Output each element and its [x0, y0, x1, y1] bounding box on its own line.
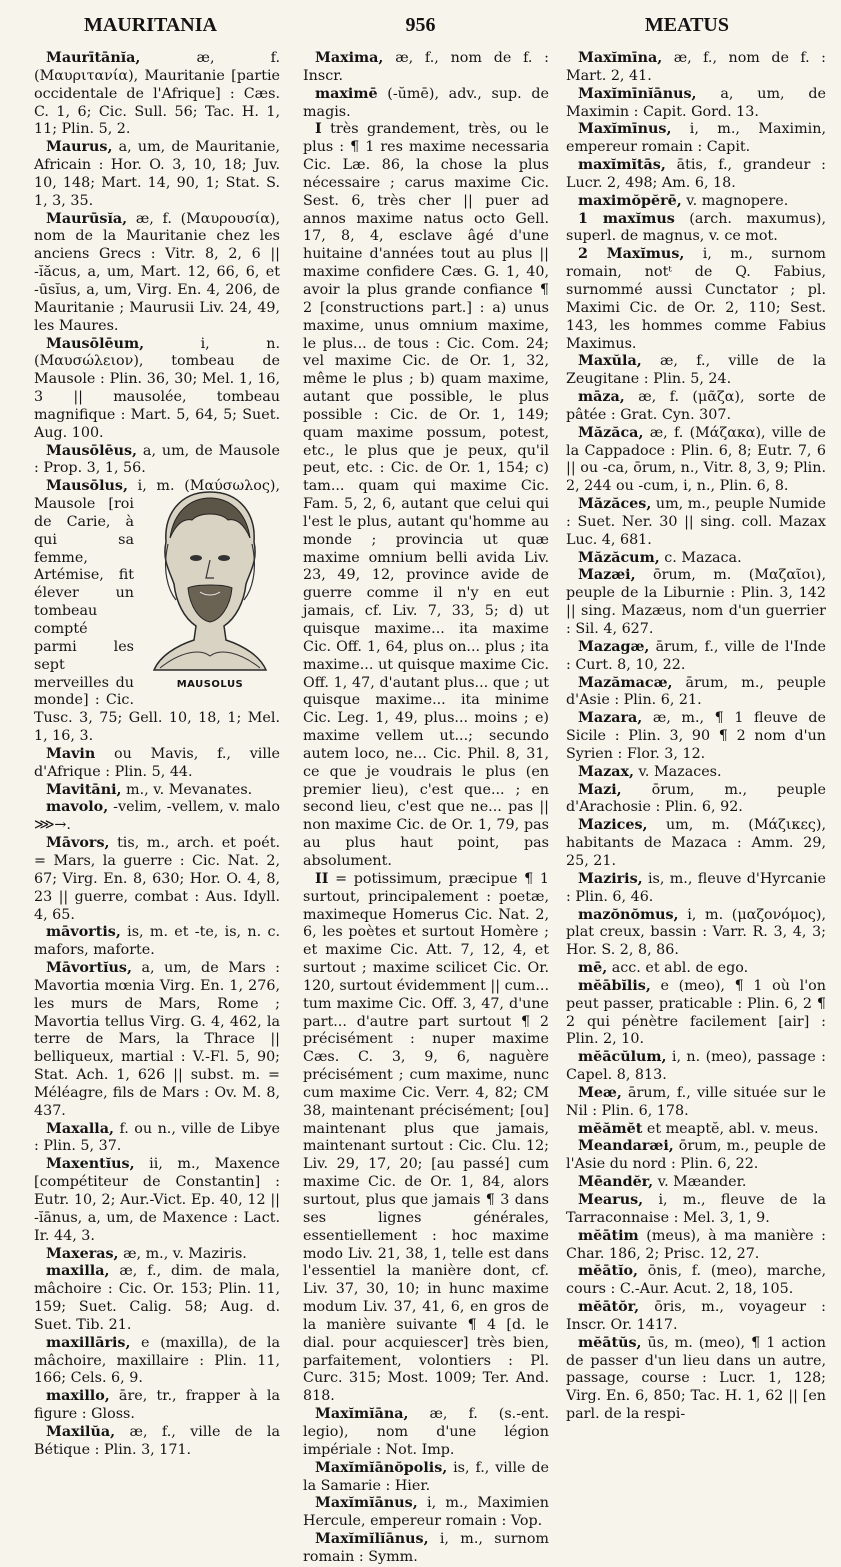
- entry-definition: ii, m., Maxence [compétiteur de Constantin] : Eutr. 10, 2; Aur.-Vict. Ep. 40, 12 || -ĭānus, a, um, de Maxence : Lact. Ir. 44, 3.: [34, 1156, 280, 1244]
- dictionary-entry: [566, 764, 826, 782]
- dictionary-entry: [566, 1049, 826, 1085]
- entry-headword: Maxentĭus,: [46, 1156, 135, 1173]
- dictionary-entry: [303, 50, 549, 86]
- dictionary-entry: [34, 782, 280, 800]
- entry-definition: ārum, f., ville de l'Inde : Curt. 8, 10, 22.: [566, 638, 826, 673]
- entry-headword: maxĭmĭtās,: [578, 157, 666, 174]
- dictionary-entry: [34, 336, 280, 443]
- entry-definition: ōrum, m., peuple d'Arachosie : Plin. 6, 92.: [566, 781, 826, 816]
- dictionary-entry: [34, 211, 280, 336]
- entry-definition: i, m., Maximien Hercule, empereur romain : Vop.: [303, 1495, 549, 1530]
- entry-headword: Mausōlēus,: [46, 442, 138, 459]
- entry-headword: Mazagæ,: [578, 638, 650, 655]
- entry-headword: Mazi,: [578, 781, 622, 798]
- dictionary-entry: [566, 193, 826, 211]
- entry-headword: Maziris,: [578, 870, 643, 887]
- entry-headword: Mazax,: [578, 763, 634, 780]
- dictionary-entry: [34, 1246, 280, 1264]
- entry-headword: Maxalla,: [46, 1120, 114, 1137]
- entry-definition: et meaptĕ, abl. v. meus.: [642, 1120, 819, 1137]
- column-middle: [303, 50, 549, 1565]
- entry-definition: ārum, f., ville située sur le Nil : Plin. 6, 178.: [566, 1084, 826, 1119]
- entry-definition: um, m. (Μάζικες), habitants de Mazaca : Amm. 29, 25, 21.: [566, 817, 826, 869]
- dictionary-entry: [566, 817, 826, 871]
- entry-headword: Maxĭmīna,: [578, 50, 663, 66]
- entry-definition: m., v. Mevanates.: [121, 781, 253, 798]
- column-left: [34, 50, 281, 1458]
- entry-headword: maxillāris,: [46, 1334, 131, 1351]
- entry-headword: Māvortĭus,: [46, 960, 132, 977]
- entry-definition: (arch. maxumus), superl. de magnus, v. ce mot.: [566, 210, 826, 245]
- dictionary-entry: [566, 1192, 826, 1228]
- entry-headword: Meæ,: [578, 1084, 622, 1101]
- dictionary-entry: [566, 211, 826, 247]
- entry-definition: is, m., fleuve d'Hyrcanie : Plin. 6, 46.: [566, 870, 826, 905]
- entry-headword: Mazæi,: [578, 567, 636, 584]
- dictionary-entry: [34, 799, 280, 835]
- dictionary-entry: [303, 121, 549, 870]
- dictionary-entry: [566, 550, 826, 568]
- entry-definition: æ, f. (μᾶζα), sorte de pâtée : Grat. Cyn. 307.: [566, 389, 826, 423]
- entry-definition: i, n. (Μαυσώλειον), tombeau de Mausole : Plin. 36, 30; Mel. 1, 16, 3 || mausolée, tombeau magnifique : Mart. 5, 64, 5; Suet. Aug. 100.: [34, 335, 280, 441]
- entry-headword: Maxilŭa,: [46, 1423, 116, 1440]
- entry-definition: ou Mavis, f., ville d'Afrique : Plin. 5, 44.: [34, 745, 280, 780]
- entry-definition: (meus), à ma manière : Char. 186, 2; Prisc. 12, 27.: [566, 1227, 826, 1262]
- entry-definition: a, um, de Mauritanie, Africain : Hor. O. 3, 10, 18; Juv. 10, 148; Mart. 14, 90, 1; Stat. S. 1, 3, 35.: [34, 139, 280, 209]
- entry-headword: Maxeras,: [46, 1245, 119, 1262]
- dictionary-entry: [566, 389, 826, 425]
- entry-definition: æ, f. (Μαυριτανία), Mauritanie [partie occidentale de l'Afrique] : Cæs. C. 1, 6; Cic. Sull. 56; Tac. H. 1, 11; Plin. 5, 2.: [34, 50, 280, 138]
- entry-headword: Maxĭmĭānŏpolis,: [315, 1459, 448, 1476]
- entry-headword: II: [315, 870, 329, 887]
- dictionary-entry: [566, 675, 826, 711]
- dictionary-entry: [566, 246, 826, 353]
- entry-headword: Mausōlus,: [46, 478, 128, 495]
- dictionary-entry: [566, 50, 826, 86]
- entry-headword: maximē: [315, 85, 378, 102]
- entry-headword: Maxĭmīnus,: [578, 121, 672, 138]
- entry-headword: mĕātim: [578, 1227, 639, 1244]
- entry-definition: æ, f. (Μαυρουσία), nom de la Mauritanie chez les anciens Grecs : Vitr. 8, 2, 6 || -ĭăcus, a, um, Mart. 12, 66, 6, et -ūsĭus, a, um, Virg. En. 4, 206, de Mauritanie ; Maurusii Liv. 24, 49, les Maures.: [34, 210, 280, 334]
- entry-headword: Maxĭmĭlĭānus,: [315, 1531, 429, 1548]
- dictionary-entry: [303, 871, 549, 1406]
- entry-definition: i, m., fleuve de la Tarraconnaise : Mel. 3, 1, 9.: [566, 1192, 826, 1226]
- entry-headword: Maurus,: [46, 139, 113, 156]
- entry-definition: très grandement, très, ou le plus : ¶ 1 res maxime necessaria Cic. Læ. 86, la chose la plus nécessaire ; carus maxime Cic. Sest. 6, très cher || puer ad annos maxime natus octo Gell. 17, 8, 4, esclave âgé d'une huitaine d'années tout au plus || maxime confidere Cæs. G. 1, 40, avoir la plus grande confiance ¶ 2 [constructions part.] : a) unus maxime, unus omnium maxime, le plus... de tous : Cic. Com. 24; vel maxime Cic. de Or. 1, 32, même le plus ; b) quam maxime, autant que possible, le plus possible : Cic. de Or. 1, 149; quam maxime possum, potest, etc., le plus que je peux, qu'il peut, etc. : Cic. de Or. 1, 154; c) tam... quam qui maxime Cic. Fam. 5, 2, 6, autant que celui qui l'est le plus, autant qu'homme au monde ; provincia ut quæ maxime omnium belli avida Liv. 23, 49, 12, province avide de guerre comme il n'y en eut jamais, cf. Liv. 7, 33, 5; d) ut quisque maxime... ita maxime Cic. Off. 1, 64, plus on... plus ; ita maxime... ut quisque maxime Cic. Off. 1, 47, d'autant plus... que ; ut quisque maxime... ita minime Cic. Leg. 1, 49, plus... moins ; e) maxime vellem ut...; secundo autem loco, ne... Cic. Phil. 8, 31, ce que je voudrais le plus (en premier lieu), c'est que... ; en second lieu, c'est que ne... pas || non maxime Cic. de Or. 1, 79, pas au plus haut point, pas absolument.: [303, 121, 549, 869]
- entry-headword: mĕābĭlis,: [578, 977, 651, 994]
- entry-headword: maximŏpĕrē,: [578, 192, 682, 209]
- entry-definition: c. Mazaca.: [659, 549, 742, 566]
- entry-headword: Maxima,: [315, 50, 384, 66]
- entry-definition: æ, f., dim. de mala, mâchoire : Cic. Or. 153; Plin. 11, 159; Suet. Calig. 58; Aug. d. Suet. Tib. 21.: [34, 1263, 280, 1333]
- entry-headword: Māvors,: [46, 835, 110, 852]
- dictionary-entry: [566, 782, 826, 818]
- dictionary-entry: [34, 139, 280, 210]
- dictionary-entry: [566, 710, 826, 764]
- entry-definition: -velim, -vellem, v. malo ⋙→.: [34, 799, 280, 834]
- entry-definition: æ, f., ville de la Zeugitane : Plin. 5, 24.: [566, 353, 826, 388]
- entry-definition: ōnis, f. (meo), marche, cours : C.-Aur. Acut. 2, 18, 105.: [566, 1263, 826, 1298]
- dictionary-entry: [566, 567, 826, 638]
- entry-headword: Mēandĕr,: [578, 1174, 654, 1191]
- entry-headword: Mazara,: [578, 710, 643, 727]
- entry-definition: æ, f., nom de f. : Inscr.: [303, 50, 549, 84]
- entry-headword: mazŏnŏmus,: [578, 906, 679, 923]
- dictionary-entry: [566, 86, 826, 122]
- entry-definition: ārum, m., peuple d'Asie : Plin. 6, 21.: [566, 674, 826, 709]
- entry-headword: mē,: [578, 960, 608, 977]
- dictionary-entry: [303, 1531, 549, 1567]
- entry-definition: ōrum, m. (Μαζαῖοι), peuple de la Liburnie : Plin. 3, 142 || sing. Mazæus, nom d'un guerrier : Sil. 4, 627.: [566, 567, 826, 637]
- entry-definition: i, m. (μαζονόμος), plat creux, bassin : Varr. R. 3, 4, 3; Hor. S. 2, 8, 86.: [566, 906, 826, 959]
- dictionary-entry: [34, 1156, 280, 1245]
- dictionary-entry: [566, 425, 826, 496]
- entry-definition: i, m., Maximin, empereur romain : Capit.: [566, 121, 826, 156]
- entry-definition: = potissimum, præcipue ¶ 1 surtout, principalement : poetæ, maximeque Homerus Cic. Nat. 2, 6, les poètes et surtout Homère ; et maxime Cic. Att. 7, 12, 4, et surtout ; maxime scilicet Cic. Or. 120, surtout évidemment || cum... tum maxime Cic. Off. 3, 47, d'une part... d'autre part surtout ¶ 2 précisément : nuper maxime Cæs. C. 3, 9, 6, naguère précisément ; cum maxime, nunc cum maxime Cic. Verr. 4, 82; CM 38, maintenant précisément; [ou] maintenant plus que jamais, maintenant surtout : Cic. Clu. 12; Liv. 29, 17, 20; [au passé] cum maxime Cic. de Or. 1, 84, alors surtout, plus que jamais ¶ 3 dans ses lignes générales, essentiellement : hoc maxime modo Liv. 21, 38, 1, telle est dans l'essentiel la manière dont, cf. Liv. 37, 30, 10; in hunc maxime modum Liv. 37, 41, 6, en gros de la manière suivante ¶ 4 [d. le dial. pour acquiescer] très bien, parfaitement, volontiers : Pl. Curc. 315; Most. 1009; Ter. And. 818.: [303, 870, 549, 1405]
- entry-headword: māza,: [578, 389, 625, 406]
- dictionary-entry: [34, 478, 280, 746]
- dictionary-entry: [566, 1263, 826, 1299]
- dictionary-entry: [34, 1335, 280, 1389]
- entry-headword: mĕācŭlum,: [578, 1049, 667, 1066]
- entry-headword: Mazices,: [578, 817, 648, 834]
- entry-headword: Maurītānĭa,: [46, 50, 141, 66]
- running-header: [0, 14, 841, 46]
- dictionary-entry: [566, 353, 826, 389]
- entry-headword: Mearus,: [578, 1192, 644, 1208]
- entry-definition: i, m., surnom romain : Symm.: [303, 1531, 549, 1565]
- dictionary-entry: [34, 924, 280, 960]
- entry-headword: maxilla,: [46, 1263, 110, 1280]
- dictionary-entry: [566, 121, 826, 157]
- dictionary-entry: [34, 960, 280, 1121]
- entry-headword: 2 Maxĭmus,: [578, 246, 685, 263]
- column-right: [566, 50, 826, 1423]
- mausolus-bust-image: [140, 480, 280, 676]
- entry-headword: mĕātŭs,: [578, 1334, 642, 1351]
- entry-definition: æ, f., ville de la Bétique : Plin. 3, 171.: [34, 1423, 280, 1458]
- entry-definition: v. magnopere.: [681, 192, 789, 209]
- entry-headword: Măzăces,: [578, 496, 652, 513]
- entry-headword: Meandaræi,: [578, 1138, 674, 1155]
- entry-headword: Măzăcum,: [578, 549, 660, 566]
- dictionary-entry: [566, 1299, 826, 1335]
- entry-headword: mĕămĕt: [578, 1120, 643, 1137]
- entry-definition: æ, m., ¶ 1 fleuve de Sicile : Plin. 3, 90 ¶ 2 nom d'un Syrien : Flor. 3, 12.: [566, 710, 826, 762]
- entry-definition: æ, f. (Μάζακα), ville de la Cappadoce : Plin. 6, 8; Eutr. 7, 6 || ou -ca, ōrum, n., Vitr. 8, 3, 9; Plin. 2, 244 ou -cum, i, n., Plin. 6, 8.: [566, 424, 826, 495]
- entry-headword: Maxĭmĭāna,: [315, 1406, 409, 1423]
- entry-definition: e (meo), ¶ 1 où l'on peut passer, praticable : Plin. 6, 2 ¶ 2 qui pénètre facilement [air] : Plin. 2, 10.: [566, 977, 826, 1048]
- entry-headword: Mausōlēum,: [46, 335, 145, 352]
- entry-definition: æ, f. (s.-ent. legio), nom d'une légion impériale : Not. Imp.: [303, 1406, 549, 1458]
- dictionary-entry: [303, 1495, 549, 1531]
- entry-headword: Maxĭmĭānus,: [315, 1495, 418, 1512]
- entry-definition: i, m., surnom romain, notᵗ de Q. Fabius, surnommé aussi Cunctator ; pl. Maximi Cic. de Or. 2, 110; Sest. 143, les hommes comme Fabius Maximus.: [566, 246, 826, 352]
- entry-headword: māvortis,: [46, 924, 121, 941]
- entry-headword: mavolo,: [46, 799, 109, 816]
- dictionary-entry: [34, 1424, 280, 1460]
- dictionary-entry: [566, 1228, 826, 1264]
- dictionary-entry: [566, 1174, 826, 1192]
- entry-definition: um, m., peuple Numide : Suet. Ner. 30 || sing. coll. Mazax Luc. 4, 681.: [566, 496, 826, 548]
- entry-definition: e (maxilla), de la mâchoire, maxillaire : Plin. 11, 166; Cels. 6, 9.: [34, 1334, 280, 1387]
- dictionary-entry: [303, 1460, 549, 1496]
- entry-definition: a, um, de Mars : Mavortia mœnia Virg. En. 1, 276, les murs de Mars, Rome ; Mavortia tellus Virg. G. 4, 462, la terre de Mars, la Thrace || belliqueux, martial : V.-Fl. 5, 90; Stat. Ach. 1, 626 || subst. m. = Méléagre, fils de Mars : Ov. M. 8, 437.: [34, 960, 280, 1119]
- entry-headword: maxillo,: [46, 1388, 110, 1405]
- entry-definition: is, f., ville de la Samarie : Hier.: [303, 1459, 549, 1494]
- entry-definition: v. Mæander.: [653, 1174, 747, 1191]
- entry-definition: a, um, de Maximin : Capit. Gord. 13.: [566, 85, 826, 120]
- mausolus-illustration: [140, 480, 280, 692]
- entry-headword: mĕātĭo,: [578, 1263, 639, 1280]
- entry-headword: 1 maxĭmus: [578, 210, 675, 227]
- entry-definition: a, um, de Mausole : Prop. 3, 1, 56.: [34, 442, 280, 477]
- dictionary-entry: [566, 907, 826, 961]
- entry-definition: (-ŭmē), adv., sup. de magis.: [303, 85, 549, 120]
- dictionary-entry: [34, 1263, 280, 1334]
- entry-definition: i, m. (Μαύσωλος), Mausole [roi de Carie, à qui sa femme, Artémise, fit élever un tombeau compté parmi les sept merveilles du monde] : Cic. Tusc. 3, 75; Gell. 10, 18, 1; Mel. 1, 16, 3.: [34, 478, 281, 745]
- entry-headword: mĕātŏr,: [578, 1299, 640, 1316]
- entry-headword: I: [315, 121, 322, 138]
- page-number: 956: [405, 14, 436, 36]
- dictionary-entry: [566, 978, 826, 1049]
- entry-headword: Mavitāni,: [46, 781, 122, 798]
- entry-headword: Măzăca,: [578, 424, 644, 441]
- header-last-word: MEATUS: [644, 14, 729, 36]
- entry-headword: Maurūsĭa,: [46, 210, 128, 227]
- dictionary-entry: [303, 86, 549, 122]
- dictionary-entry: [566, 960, 826, 978]
- dictionary-entry: [566, 1138, 826, 1174]
- dictionary-entry: [566, 1085, 826, 1121]
- entry-definition: ātis, f., grandeur : Lucr. 2, 498; Am. 6, 18.: [566, 157, 826, 191]
- dictionary-entry: [34, 746, 280, 782]
- entry-definition: acc. et abl. de ego.: [607, 960, 749, 977]
- illustration-caption: MAUSOLUS: [176, 679, 244, 691]
- dictionary-entry: [566, 639, 826, 675]
- dictionary-entry: [566, 1335, 826, 1424]
- entry-headword: Maxĭmīnĭānus,: [578, 85, 697, 102]
- entry-definition: i, n. (meo), passage : Capel. 8, 813.: [566, 1049, 826, 1084]
- dictionary-entry: [34, 443, 280, 479]
- dictionary-entry: [566, 157, 826, 193]
- entry-definition: f. ou n., ville de Libye : Plin. 5, 37.: [34, 1120, 280, 1155]
- entry-definition: æ, f., nom de f. : Mart. 2, 41.: [566, 50, 826, 84]
- entry-headword: Mavin: [46, 745, 96, 762]
- header-first-word: MAURITANIA: [84, 14, 217, 36]
- entry-definition: is, m. et -te, is, n. c. mafors, maforte.: [34, 924, 280, 959]
- entry-definition: ōris, m., voyageur : Inscr. Or. 1417.: [566, 1299, 826, 1333]
- entry-definition: tis, m., arch. et poét. = Mars, la guerre : Cic. Nat. 2, 67; Virg. En. 8, 630; Hor. O. 4, 8, 23 || guerre, combat : Aus. Idyll. 4, 65.: [34, 835, 280, 923]
- dictionary-entry: [303, 1406, 549, 1460]
- dictionary-entry: [566, 871, 826, 907]
- entry-definition: v. Mazaces.: [633, 763, 722, 780]
- entry-headword: Maxŭla,: [578, 353, 642, 370]
- dictionary-entry: [566, 496, 826, 550]
- entry-definition: ōrum, m., peuple de l'Asie du nord : Plin. 6, 22.: [566, 1138, 826, 1173]
- dictionary-entry: [34, 50, 280, 139]
- entry-definition: ūs, m. (meo), ¶ 1 action de passer d'un lieu dans un autre, passage, course : Lucr. 1, 128; Virg. En. 6, 850; Tac. H. 1, 62 || [en parl. de la respi-: [566, 1334, 826, 1423]
- dictionary-entry: [34, 1121, 280, 1157]
- entry-definition: āre, tr., frapper à la figure : Gloss.: [34, 1388, 280, 1423]
- dictionary-entry: [566, 1121, 826, 1139]
- entry-definition: æ, m., v. Maziris.: [118, 1245, 247, 1262]
- dictionary-entry: [34, 835, 280, 924]
- entry-headword: Mazămacæ,: [578, 674, 673, 691]
- dictionary-entry: [34, 1388, 280, 1424]
